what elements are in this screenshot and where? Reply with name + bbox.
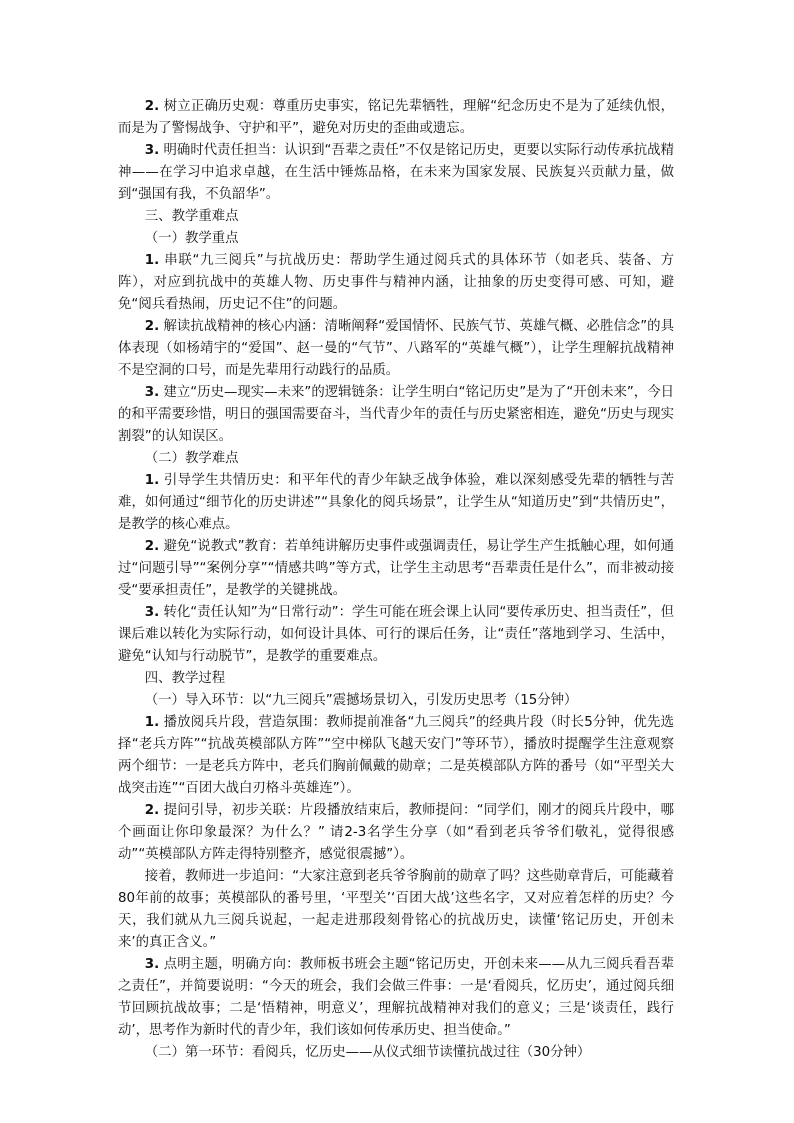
paragraph [118,316,674,382]
paragraph [118,140,674,206]
paragraph-text: 转化“责任认知”为“日常行动”：学生可能在班会课上认同“要传承历史、担当责任”，但课后难以转化为实际行动，如何设计具体、可行的课后任务，让“责任”落地到学习、生活中，避免“认知与行动脱节”，是教学的重要难点。 [118,605,674,664]
paragraph-text: 提问引导，初步关联：片段播放结束后，教师提问：“同学们，刚才的阅兵片段中，哪个画面让你印象最深？为什么？” 请2-3名学生分享（如“看到老兵爷爷们敬礼，觉得很感动”“英模部队方阵走得特别整齐，感觉很震撼”）。 [118,803,675,862]
paragraph-number: 3. [144,957,160,972]
paragraph-text: 点明主题，明确方向：教师板书班会主题“铭记历史，开创未来——从九三阅兵看吾辈之责任”，并简要说明：“今天的班会，我们会做三件事：一是‘看阅兵，忆历史’，通过阅兵细节回顾抗战故事；二是‘悟精神，明意义’，理解抗战精神对我们的意义；三是‘谈责任，践行动’，思考作为新时代的青少年，我们该如何传承历史、担当使命。” [118,957,674,1038]
subsection-heading: （二）第一环节：看阅兵，忆历史——从仪式细节读懂抗战过往（30分钟） [144,1045,591,1060]
paragraph-text: 解读抗战精神的核心内涵：清晰阐释“爱国情怀、民族气节、英雄气概、必胜信念”的具体表现（如杨靖宇的“爱国”、赵一曼的“气节”、八路军的“英雄气概”），让学生理解抗战精神不是空洞的口号，而是先辈用行动践行的品质。 [118,319,674,378]
paragraph-number: 3. [144,605,160,620]
paragraph [118,602,674,668]
paragraph-text: 建立“历史—现实—未来”的逻辑链条：让学生明白“铭记历史”是为了“开创未来”，今日的和平需要珍惜，明日的强国需要奋斗，当代青少年的责任与历史紧密相连，避免“历史与现实割裂”的认知误区。 [118,385,674,444]
paragraph-number: 2. [144,539,160,554]
paragraph [118,382,674,448]
paragraph-text: 避免“说教式”教育：若单纯讲解历史事件或强调责任，易让学生产生抵触心理，如何通过“问题引导”“案例分享”“情感共鸣”等方式，让学生主动思考“吾辈责任是什么”，而非被动接受“要承担责任”，是教学的关键挑战。 [118,539,674,598]
paragraph [118,954,674,1042]
paragraph [118,470,674,536]
document-body [118,96,674,1064]
paragraph-number: 2. [144,803,160,818]
paragraph [118,536,674,602]
paragraph: 接着，教师进一步追问：“大家注意到老兵爷爷胸前的勋章了吗？这些勋章背后，可能藏着80年前的故事；英模部队的番号里，‘平型关’‘百团大战’这些名字，又对应着怎样的历史？今天，我们就从九三阅兵说起，一起走进那段刻骨铭心的抗战历史，读懂‘铭记历史，开创未来’的真正含义。” [118,869,674,950]
paragraph-text: 串联“九三阅兵”与抗战历史：帮助学生通过阅兵式的具体环节（如老兵、装备、方阵），对应到抗战中的英雄人物、历史事件与精神内涵，让抽象的历史变得可感、可知，避免“阅兵看热闹，历史记不住”的问题。 [118,253,674,312]
paragraph-text: 播放阅兵片段，营造氛围：教师提前准备“九三阅兵”的经典片段（时长5分钟，优先选择“老兵方阵”“抗战英模部队方阵”“空中梯队飞越天安门”等环节），播放时提醒学生注意观察两个细节：一是老兵方阵中，老兵们胸前佩戴的勋章；二是英模部队方阵的番号（如“平型关大战突击连”“百团大战白刃格斗英雄连”）。 [118,715,674,796]
section-heading: 三、教学重难点 [144,209,239,224]
paragraph-number: 3. [144,385,160,400]
paragraph-number: 1. [144,253,160,268]
subsection-heading: （一）导入环节：以“九三阅兵”震撼场景切入，引发历史思考（15分钟） [144,693,578,708]
paragraph-text: 明确时代责任担当：认识到“吾辈之责任”不仅是铭记历史，更要以实际行动传承抗战精神——在学习中追求卓越，在生活中锤炼品格，在未来为国家发展、民族复兴贡献力量，做到“强国有我，不负韶华”。 [118,143,674,202]
paragraph [118,800,674,866]
paragraph-number: 2. [144,99,160,114]
paragraph-text: 树立正确历史观：尊重历史事实，铭记先辈牺牲，理解“纪念历史不是为了延续仇恨，而是为了警惕战争、守护和平”，避免对历史的歪曲或遗忘。 [118,99,675,136]
paragraph-text: 引导学生共情历史：和平年代的青少年缺乏战争体验，难以深刻感受先辈的牺牲与苦难，如何通过“细节化的历史讲述”“具象化的阅兵场景”，让学生从“知道历史”到“共情历史”，是教学的核心难点。 [118,473,674,532]
paragraph-number: 3. [144,143,160,158]
paragraph [118,712,674,800]
paragraph-number: 2. [144,319,160,334]
paragraph-number: 1. [144,715,160,730]
subsection-heading: （二）教学难点 [144,451,239,466]
paragraph [118,96,674,140]
subsection-heading: （一）教学重点 [144,231,239,246]
paragraph [118,250,674,316]
section-heading: 四、教学过程 [144,671,226,686]
paragraph-number: 1. [144,473,160,488]
